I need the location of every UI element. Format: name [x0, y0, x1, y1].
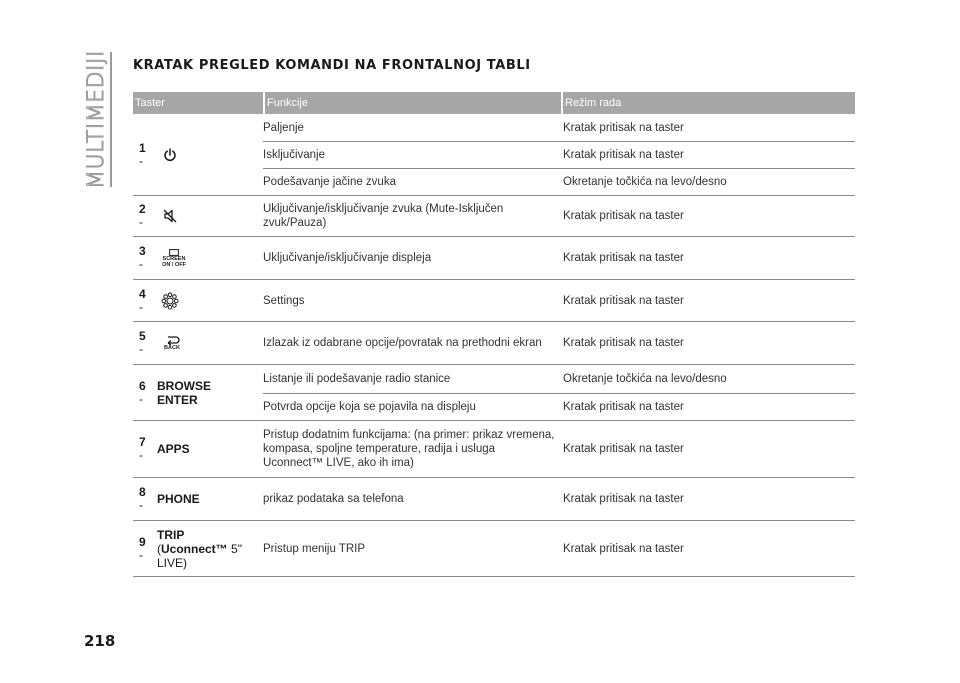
controls-table: [133, 92, 855, 577]
table-group-4: [133, 280, 855, 322]
key-cell: 2 -: [133, 196, 263, 236]
header-function: Funkcije: [263, 92, 561, 114]
key-cell: 4 -: [133, 280, 263, 321]
table-group-5: [133, 322, 855, 365]
power-icon: [157, 142, 183, 168]
key-number: 7: [139, 435, 146, 449]
key-cell: 1 -: [133, 114, 263, 195]
section-side-label: MULTIMEDIJI: [84, 49, 110, 190]
key-number: 2: [139, 202, 146, 216]
key-number: 4: [139, 286, 146, 301]
key-label-phone: PHONE: [157, 492, 200, 506]
mute-icon: [157, 203, 183, 229]
header-key: Taster: [135, 97, 165, 109]
key-cell: 3 - SCREEN ON / OFF: [133, 237, 263, 279]
back-icon: BACK: [157, 330, 187, 356]
key-number: 6: [139, 378, 146, 393]
table-group-3: [133, 237, 855, 280]
table-row: Uključivanje/isključivanje zvuka (Mute-Isključen zvuk/Pauza) Kratak pritisak na taster: [263, 203, 684, 229]
table-header: [133, 92, 855, 114]
table-group-9: [133, 521, 855, 577]
header-mode: Režim rada: [561, 92, 855, 114]
key-cell: 6 - BROWSE ENTER: [133, 365, 263, 420]
page-title: KRATAK PREGLED KOMANDI NA FRONTALNOJ TABLI: [133, 58, 531, 73]
key-number: 3: [139, 244, 146, 258]
table-row: Isključivanje Kratak pritisak na taster: [263, 141, 855, 168]
key-cell: 7 - APPS: [139, 435, 190, 462]
key-label-trip: TRIP (Uconnect™ 5" LIVE): [157, 527, 242, 570]
key-number: 1: [139, 140, 146, 155]
table-group-1: [133, 114, 855, 196]
table-row: Listanje ili podešavanje radio stanice Okretanje točkića na levo/desno: [263, 373, 727, 385]
key-number: 8: [139, 485, 146, 499]
table-group-6: [133, 365, 855, 421]
key-number: 9: [139, 534, 146, 549]
section-side-rule: [110, 52, 112, 187]
key-cell: 8 - PHONE: [139, 485, 200, 512]
key-cell: 5 - BACK: [133, 322, 263, 364]
settings-icon: [157, 288, 183, 314]
table-row: Settings Kratak pritisak na taster: [263, 294, 684, 307]
table-row: prikaz podataka sa telefona Kratak pritisak na taster: [263, 493, 684, 505]
key-cell: 9 - TRIP (Uconnect™ 5" LIVE): [133, 521, 263, 576]
table-group-2: [133, 196, 855, 237]
screen-on-off-icon: SCREEN ON / OFF: [157, 245, 191, 271]
key-label-browse-enter: BROWSE ENTER: [157, 378, 211, 407]
table-row: Podešavanje jačine zvuka Okretanje točkića na levo/desno: [263, 168, 855, 195]
table-row: Pristup dodatnim funkcijama: (na primer: prikaz vremena, kompasa, spoljne temperature, radija i usluga Uconnect™ LIVE, ako ih ima) Kratak pritisak na taster: [263, 429, 684, 469]
table-group-7: [133, 421, 855, 478]
key-number: 5: [139, 329, 146, 343]
table-row: Potvrda opcije koja se pojavila na displeju Kratak pritisak na taster: [263, 393, 855, 420]
table-row: Izlazak iz odabrane opcije/povratak na prethodni ekran Kratak pritisak na taster: [263, 337, 684, 349]
page-number: 218: [84, 632, 116, 650]
table-row: Paljenje Kratak pritisak na taster: [263, 121, 684, 134]
key-label-apps: APPS: [157, 442, 190, 456]
table-row: Uključivanje/isključivanje displeja Kratak pritisak na taster: [263, 252, 684, 264]
table-group-8: [133, 478, 855, 521]
table-row: Pristup meniju TRIP Kratak pritisak na taster: [263, 542, 684, 555]
